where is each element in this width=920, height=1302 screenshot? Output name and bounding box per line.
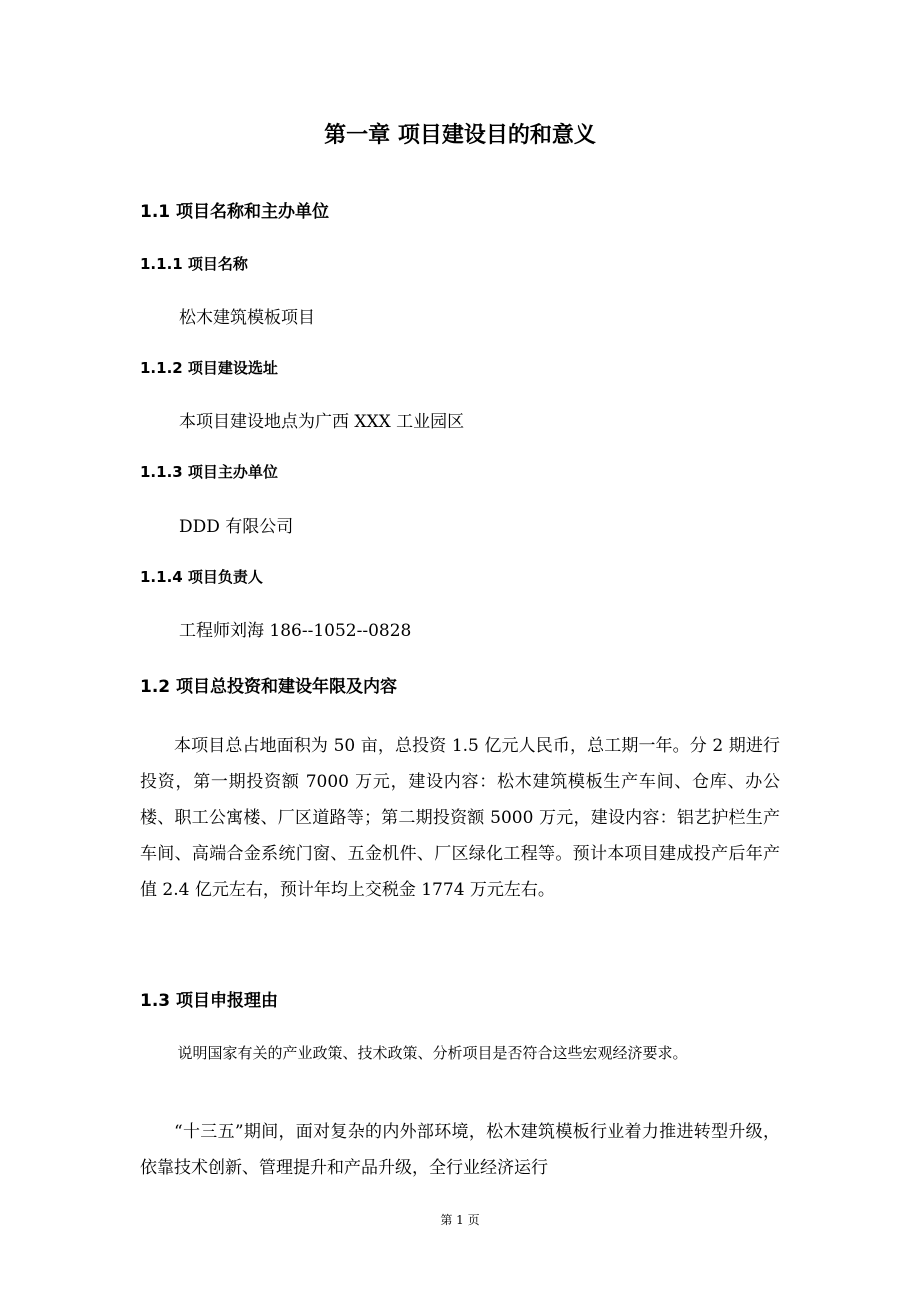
section-heading-1-3: 1.3 项目申报理由	[140, 991, 279, 1011]
chapter-title: 第一章 项目建设目的和意义	[324, 123, 596, 148]
policy-paragraph: 说明国家有关的产业政策、技术政策、分析项目是否符合这些宏观经济要求。	[177, 1044, 688, 1062]
section-heading-1-1: 1.1 项目名称和主办单位	[140, 202, 330, 222]
project-sponsor-text: DDD 有限公司	[179, 517, 294, 537]
project-location-text: 本项目建设地点为广西 XXX 工业园区	[179, 412, 465, 432]
page-number: 第 1 页	[440, 1213, 480, 1227]
section-heading-1-1-3: 1.1.3 项目主办单位	[140, 463, 278, 481]
project-name-text: 松木建筑模板项目	[179, 308, 315, 328]
section-heading-1-1-2: 1.1.2 项目建设选址	[140, 359, 278, 377]
project-leader-text: 工程师刘海 186--1052--0828	[179, 621, 412, 641]
section-heading-1-2: 1.2 项目总投资和建设年限及内容	[140, 677, 398, 697]
section-heading-1-1-4: 1.1.4 项目负责人	[140, 568, 263, 586]
investment-paragraph: 本项目总占地面积为 50 亩，总投资 1.5 亿元人民币，总工期一年。分 2 期进行投资，第一期投资额 7000 万元，建设内容：松木建筑模板生产车间、仓库、办公楼、职工公寓楼、厂区道路等；第二期投资额 5000 万元，建设内容：铝艺护栏生产车间、高端合金系统门窗、五金机件、厂区绿化工程等。预计本项目建成投产后年产值 2.4 亿元左右，预计年均上交税金 1774 万元左右。	[140, 736, 780, 900]
section-heading-1-1-1: 1.1.1 项目名称	[140, 255, 248, 273]
industry-paragraph: “十三五”期间，面对复杂的内外部环境，松木建筑模板行业着力推进转型升级，依靠技术创新、管理提升和产品升级，全行业经济运行	[140, 1122, 780, 1178]
